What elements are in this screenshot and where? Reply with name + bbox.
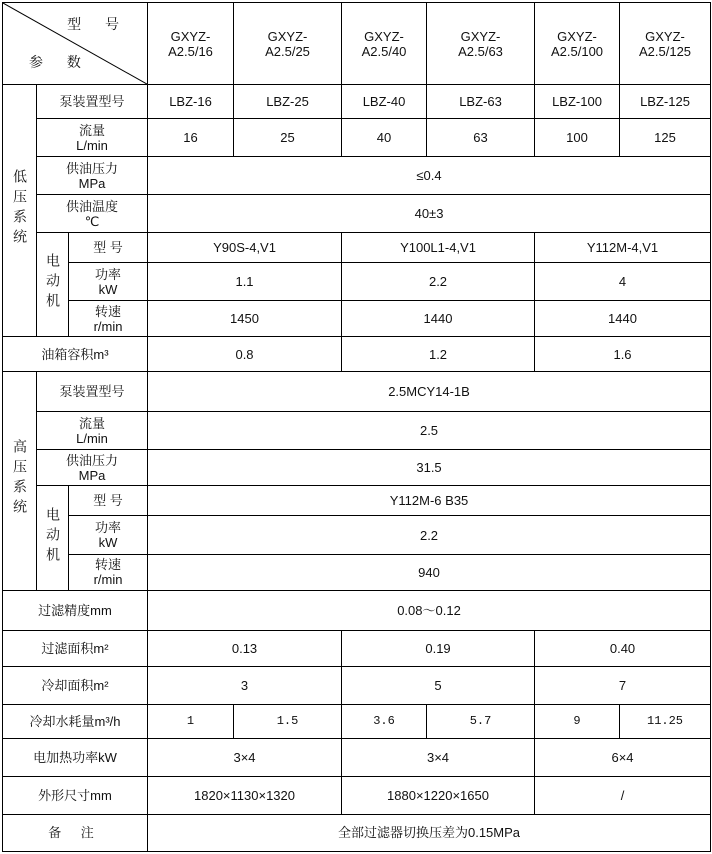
low-pump-value: LBZ-100 (535, 85, 620, 119)
low-pressure-group-label: 低压系统 (12, 169, 28, 250)
cool-water-value: 3.6 (342, 704, 427, 738)
cool-water-label: 冷却水耗量m³/h (3, 704, 148, 738)
high-flow-value: 2.5 (148, 412, 711, 450)
low-flow-value: 100 (535, 119, 620, 157)
low-pump-value: LBZ-40 (342, 85, 427, 119)
high-pressure-value: 31.5 (148, 450, 711, 486)
low-motor-speed-value: 1440 (535, 301, 711, 337)
dims-value: / (535, 776, 711, 814)
low-temp-label: 供油温度 ℃ (37, 195, 148, 233)
low-temp-value: 40±3 (148, 195, 711, 233)
filter-precision-label: 过滤精度mm (3, 590, 148, 630)
filter-area-value: 0.19 (342, 630, 535, 666)
low-pump-value: LBZ-25 (234, 85, 342, 119)
low-motor-model-value: Y90S-4,V1 (148, 233, 342, 263)
heater-value: 3×4 (148, 738, 342, 776)
heater-value: 3×4 (342, 738, 535, 776)
low-flow-value: 125 (620, 119, 711, 157)
dims-value: 1820×1130×1320 (148, 776, 342, 814)
filter-area-label: 过滤面积m² (3, 630, 148, 666)
low-motor-model-value: Y112M-4,V1 (535, 233, 711, 263)
high-motor-group-label: 电动机 (45, 506, 61, 567)
dims-label: 外形尺寸mm (3, 776, 148, 814)
heater-value: 6×4 (535, 738, 711, 776)
tank-value: 0.8 (148, 337, 342, 372)
model-cell: GXYZ- A2.5/63 (427, 3, 535, 85)
spec-table (2, 2, 711, 852)
remark-value: 全部过滤器切换压差为0.15MPa (148, 814, 711, 851)
tank-value: 1.6 (535, 337, 711, 372)
tank-label: 油箱容积m³ (3, 337, 148, 372)
cool-water-value: 5.7 (427, 704, 535, 738)
low-motor-power-label: 功率 kW (69, 263, 148, 301)
heater-label: 电加热功率kW (3, 738, 148, 776)
low-flow-value: 16 (148, 119, 234, 157)
high-pressure-group-label: 高压系统 (12, 439, 28, 520)
low-motor-power-value: 1.1 (148, 263, 342, 301)
cool-area-label: 冷却面积m² (3, 666, 148, 704)
high-motor-speed-label: 转速 r/min (69, 554, 148, 590)
filter-area-value: 0.40 (535, 630, 711, 666)
model-cell: GXYZ- A2.5/40 (342, 3, 427, 85)
low-flow-value: 40 (342, 119, 427, 157)
high-motor-model-value: Y112M-6 B35 (148, 486, 711, 516)
cool-water-value: 11.25 (620, 704, 711, 738)
low-motor-power-value: 2.2 (342, 263, 535, 301)
low-flow-value: 25 (234, 119, 342, 157)
low-flow-value: 63 (427, 119, 535, 157)
high-motor-power-value: 2.2 (148, 516, 711, 554)
high-pressure-group (3, 372, 37, 590)
model-cell: GXYZ- A2.5/125 (620, 3, 711, 85)
low-motor-speed-label: 转速 r/min (69, 301, 148, 337)
model-cell: GXYZ- A2.5/100 (535, 3, 620, 85)
low-pump-value: LBZ-16 (148, 85, 234, 119)
cool-water-value: 1.5 (234, 704, 342, 738)
low-flow-label: 流量 L/min (37, 119, 148, 157)
high-pressure-label: 供油压力 MPa (37, 450, 148, 486)
dims-value: 1880×1220×1650 (342, 776, 535, 814)
low-pump-label: 泵装置型号 (37, 85, 148, 119)
cool-water-value: 9 (535, 704, 620, 738)
low-pressure-label: 供油压力 MPa (37, 157, 148, 195)
param-header-label: 参 数 (29, 54, 91, 71)
filter-precision-value: 0.08～0.12 (148, 590, 711, 630)
low-motor-model-value: Y100L1-4,V1 (342, 233, 535, 263)
low-motor-power-value: 4 (535, 263, 711, 301)
low-motor-speed-value: 1440 (342, 301, 535, 337)
high-pump-value: 2.5MCY14-1B (148, 372, 711, 412)
model-header-label: 型 号 (67, 16, 130, 32)
low-pump-value: LBZ-63 (427, 85, 535, 119)
cool-area-value: 3 (148, 666, 342, 704)
low-pressure-group (3, 85, 37, 337)
header-row (3, 3, 711, 85)
cool-area-value: 7 (535, 666, 711, 704)
high-motor-power-label: 功率 kW (69, 516, 148, 554)
low-motor-group-label: 电动机 (45, 253, 61, 314)
remark-label: 备 注 (3, 814, 148, 851)
low-motor-speed-value: 1450 (148, 301, 342, 337)
header-corner (3, 3, 148, 85)
cool-area-value: 5 (342, 666, 535, 704)
high-flow-label: 流量 L/min (37, 412, 148, 450)
high-motor-group (37, 486, 69, 590)
low-motor-model-label: 型 号 (69, 233, 148, 263)
high-motor-speed-value: 940 (148, 554, 711, 590)
low-pressure-value: ≤0.4 (148, 157, 711, 195)
tank-value: 1.2 (342, 337, 535, 372)
high-pump-label: 泵装置型号 (37, 372, 148, 412)
high-motor-model-label: 型 号 (69, 486, 148, 516)
cool-water-value: 1 (148, 704, 234, 738)
low-pump-value: LBZ-125 (620, 85, 711, 119)
filter-area-value: 0.13 (148, 630, 342, 666)
model-cell: GXYZ- A2.5/25 (234, 3, 342, 85)
low-motor-group (37, 233, 69, 337)
model-cell: GXYZ- A2.5/16 (148, 3, 234, 85)
